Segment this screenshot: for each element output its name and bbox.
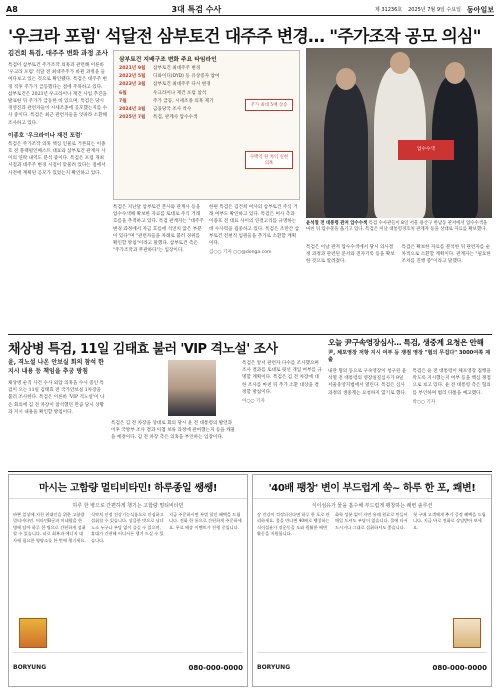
- story3-byline: 박○○ 기자: [412, 399, 436, 405]
- main-body-1: 특검이 삼부토건 주가조작 의혹과 관련해 이른바 '우크라 포럼' 석달 전 최대주주가 바뀐 과정을 들여다보고 있는 것으로 확인됐다. 특검은 대주주 변경 직후 주가가 급등했다는 점에 주목하고 있다. 삼부토건은 2023년 우크라이나 재건 사업 추진을 발표한 뒤 주가가 급등한 바 있으며, 특검은 당시 경영진과 관련자들이 시세조종에 공모했는지를 수사 중이다. 특검은 최근 관련자들을 잇따라 소환해 조사하고 있다.: [8, 63, 108, 126]
- main-body-3: 특검은 지난달 삼부토건 본사와 관계사 등을 압수수색해 확보한 자료를 토대로 주식 거래 흐름을 추적하고 있다. 특검 관계자는 "대주주 변경 과정에서 자금 흐름에 석연치 않은 부분이 있다"며 "관련자들을 차례로 불러 경위를 확인할 방침"이라고 말했다. 삼부토건 측은 "주가조작과 무관하다"는 입장이다.: [113, 205, 204, 254]
- timeline-callout-2: 수백억 원 차익 실현 의혹: [245, 151, 293, 169]
- issue-date: 2025년 7월 9일 수요일: [408, 7, 461, 13]
- story2-body-3: 특검은 앞서 관련자 다수를 조사했으며 조사 결과를 토대로 윗선 개입 여부를 규명할 계획이다. 특검은 김 전 차장에 대한 조사를 마친 뒤 추가 소환 대상을 결정할 방침이다.: [242, 361, 322, 395]
- ad-right-brand-logo: BORYUNG: [257, 664, 291, 671]
- ad-right-body-1: 장 건강이 걱정되신다면 하루 한 포로 관리하세요. 물을 만나면 40배로 팽창하는 식이섬유가 장운동을 도와 원활한 배변 활동을 지원합니다.: [257, 512, 330, 537]
- photo-body-2: 특검은 확보한 자료를 분석한 뒤 관련자를 순차적으로 소환할 계획이다. 관계자는 "필요한 조치를 진행 중"이라고 말했다.: [401, 245, 491, 265]
- main-story-middle-columns: [113, 204, 300, 332]
- story3-body: [328, 350, 492, 470]
- ad-multivitamin[interactable]: [8, 474, 248, 687]
- story3-subhead: 尹, 체포영장 저항 지시 여부 등 쟁점 영장 "혐의 무겁다" 3000여쪽 제출: [328, 350, 491, 363]
- timeline-row: 6월 우크라이나 재건 포럼 참석: [119, 90, 207, 96]
- photo-caption: [306, 221, 492, 234]
- section-title: 3대 특검 수사: [171, 5, 222, 14]
- timeline-list: [119, 66, 294, 121]
- main-body-4: 한편 특검은 김건희 여사의 삼부토건 주식 거래 여부도 확인하고 있다. 특검은 여사 측과 이종호 전 대표 사이의 연결고리를 규명하는 데 수사력을 집중하고 있다. 특검은 조만간 삼부토건 전현직 임원들을 추가로 소환할 계획이다. 김○○ 기자 ○○@donga.com: [209, 205, 300, 256]
- timeline-row: 2023년 3월 삼부토건 최대주주 다시 변경: [119, 82, 211, 88]
- main-body-2: 특검은 주가조작 의혹 핵심 인물로 거론되는 이종호 전 블랙펄인베스트 대표와 삼부토건 관계자 사이의 연락 내역도 분석 중이다. 특검은 포럼 개최 시점과 대주주 변경 시점이 맞물려 있다는 점에서 사전에 계획된 공모가 있었는지 확인하고 있다.: [8, 141, 106, 176]
- person-photo: [168, 360, 216, 416]
- timeline-row: 2021년 9월 삼부토건 최대주주 변경: [119, 66, 201, 71]
- story3-body-1: 내란 혐의 등으로 구속영장이 청구된 윤석열 전 대통령의 영장실질심사가 9일 서울중앙지법에서 열린다. 특검은 심사 과정의 생중계는 요청하지 않기로 했다.: [328, 369, 407, 396]
- ad-left-brand-logo: BORYUNG: [13, 664, 47, 671]
- timeline-box: [113, 50, 300, 200]
- paper-name: 동아일보: [466, 5, 494, 14]
- ad-right-subtitle: 식이섬유가 물을 흡수해 부드럽게 팽창하는 쾌변 솔루션: [311, 503, 433, 509]
- ad-left-phone[interactable]: 080-000-0000: [188, 663, 243, 672]
- ad-right-body-2: 화학 성분 없이 자연 유래 원료로 만들어 매일 드셔도 부담이 없습니다. 물에 타서 드시거나 그대로 섭취하셔도 좋습니다.: [335, 512, 408, 530]
- news-photo: [306, 48, 492, 218]
- main-headline: '우크라 포럼' 석달전 삼부토건 대주주 변경… "주가조작 공모 의심": [8, 27, 481, 47]
- ad-right-title: '40배 팽창' 변이 부드럽게 쑥~ 하루 한 포, 쾌변!: [253, 475, 491, 499]
- main-byline: 김○○ 기자 ○○@donga.com: [209, 250, 272, 256]
- ad-left-body-2: 식약처 인정 건강기능식품으로 안심하고 섭취할 수 있습니다. 상큼한 맛으로 남녀노소 누구나 부담 없이 즐길 수 있으며, 휴대가 간편해 어디서든 챙겨 드실 수 있습니다.: [91, 512, 164, 543]
- ad-right-body-3: 첫 구매 고객에게 추가 증정 혜택을 드립니다. 지금 바로 전화로 상담받아 보세요.: [413, 512, 486, 530]
- section-divider: [8, 334, 492, 335]
- ad-fiber[interactable]: [252, 474, 492, 687]
- main-section-title: 이종호 '우크라이나 재건 포럼': [8, 132, 83, 139]
- product-box-icon: [19, 618, 47, 648]
- story2-byline: 이○○ 기자: [242, 399, 265, 405]
- photo-body-1: 특검은 이날 관저 압수수색에서 당시 의사결정 과정과 관련된 문서와 전자기록 등을 확보한 것으로 알려졌다.: [306, 245, 395, 265]
- main-story-left-column: [8, 48, 108, 332]
- story3-body-2: 특검은 윤 전 대통령이 체포영장 집행을 막도록 지시했는지 여부 등을 핵심 쟁점으로 보고 있다. 윤 전 대통령 측은 혐의를 부인하며 법리 다툼을 예고했다. 박○○ 기자: [412, 369, 491, 405]
- advertisement-area: [8, 474, 492, 687]
- issue-number: 제 31236호: [374, 7, 403, 13]
- timeline-row: 7월 주가 급등, 시세조종 의혹 제기: [119, 98, 214, 104]
- product-box-icon: [453, 618, 481, 648]
- photo-sign: 압수수색: [398, 140, 454, 160]
- timeline-row: 2022년 5월 디와이디(DYD) 등 유상증자 참여: [119, 74, 220, 80]
- story2-headline: 채상병 특검, 11일 김태효 불러 'VIP 격노설' 조사: [8, 342, 278, 357]
- story2-subhead: 윤, 격노설 나온 안보실 회의 참석 한 지시 내용 등 책임을 추궁 방침: [8, 359, 104, 375]
- timeline-row: 2024년 3월 금융당국 조사 착수: [119, 107, 192, 113]
- masthead: [6, 4, 494, 16]
- main-subhead: 김건희 특검, 대주주 변화 과정 조사: [8, 49, 108, 57]
- photo-story-body: [306, 244, 492, 332]
- timeline-row: 2025년 7월 특검, 관계사 압수수색: [119, 115, 198, 121]
- photo-caption-text: 특검 수사관들이 8일 서울 용산구 한남동 관저에서 압수수색을 마친 뒤 압수물을 옮기고 있다. 특검은 이날 대통령경호처 관계자 등을 상대로 자료를 확보했다.: [306, 221, 488, 233]
- ad-right-phone[interactable]: 080-000-0000: [432, 663, 487, 672]
- timeline-title: 삼부토건 지배구조 변화 주요 타임라인: [119, 57, 217, 63]
- ad-left-body-3: 지금 주문하시면 특별 할인 혜택을 드립니다. 전화 한 통으로 간편하게 주문하세요. 무료 배송 이벤트가 진행 중입니다.: [169, 512, 242, 530]
- page-number: A8: [6, 5, 18, 14]
- story2-body-2: 특검은 김 전 차장을 상대로 회의 당시 윤 전 대통령의 발언과 이후 국방부 조사 결과 이첩 보류 과정에 관여했는지 등을 캐물을 예정이다. 김 전 차장 측은 의혹을 부인하는 입장이다.: [111, 421, 236, 441]
- ad-left-body-1: 바쁜 일상에 지친 현대인을 위한 고함량 멀티비타민. 비타민B군과 미네랄을 한 병에 담아 하루 한 병으로 간편하게 섭취할 수 있습니다. 피로 회복과 에너지 대사에 필요한 영양소를 한 번에 챙기세요.: [13, 512, 86, 543]
- timeline-callout-1: 주가 최대 5배 상승: [245, 99, 293, 111]
- story3-headline: 오늘 尹구속영장심사… 특검, 생중계 요청은 안해: [328, 338, 484, 347]
- photo-caption-title: 윤석열 전 대통령 관저 압수수색: [306, 221, 368, 226]
- story2-body-1: 채상병 순직 사건 수사 외압 의혹을 수사 중인 특검이 오는 11일 김태효 전 국가안보실 1차장을 불러 조사한다. 특검은 이른바 'VIP 격노설'이 나온 회의에 김 전 차장이 참석했던 만큼 당시 상황과 지시 내용을 확인할 방침이다.: [8, 381, 105, 415]
- ad-left-subtitle: 하루 한 병으로 간편하게 챙기는 고함량 멀티비타민: [72, 503, 184, 509]
- story2-continued: [242, 338, 322, 470]
- ad-left-title: 마시는 고함량 멀티비타민! 하루종일 쌩쌩!: [9, 475, 247, 499]
- ad-divider: [8, 471, 492, 472]
